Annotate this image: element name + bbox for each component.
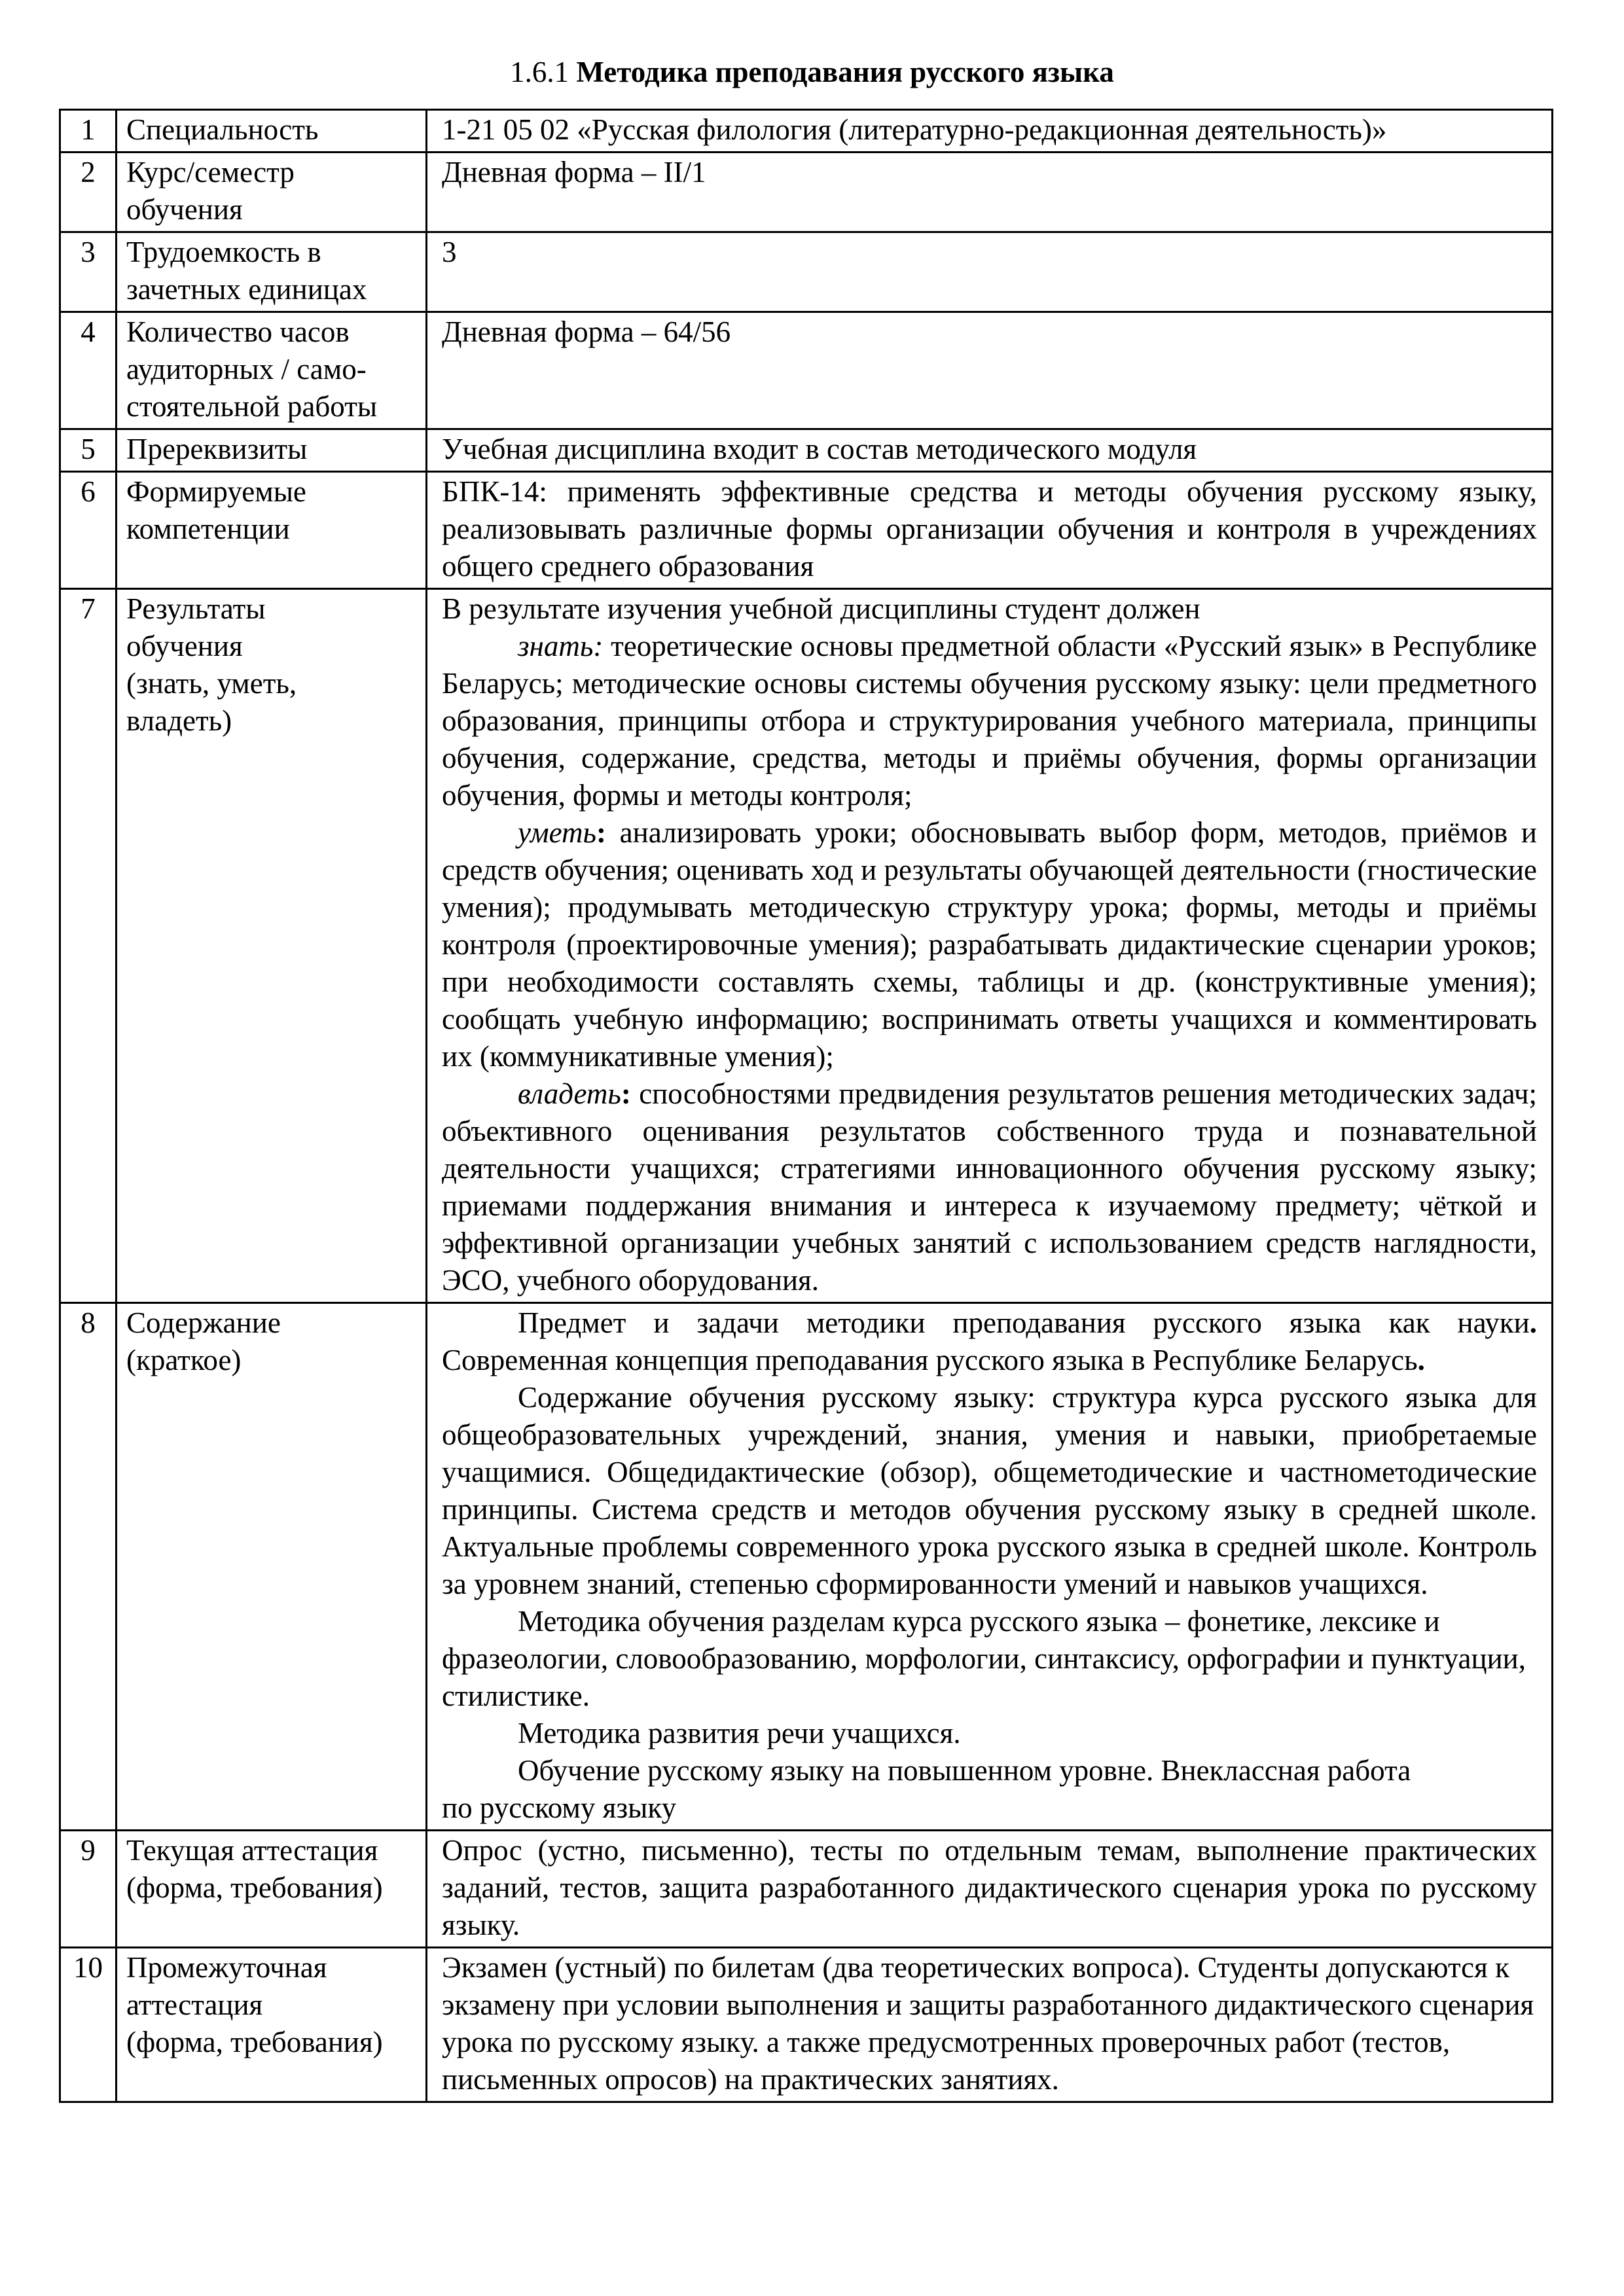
row-value: 3 <box>427 232 1553 312</box>
label-line: (краткое) <box>126 1344 242 1376</box>
row-number: 10 <box>60 1948 117 2102</box>
label-line: аудиторных / само- <box>126 353 367 386</box>
know-text: теоретические основы предметной области «Русский язык» в Республике Беларусь; методические основы системы обучения русскому языку: цели предметного образования, принципы отбора и структурирования учебного материала, принципы обучения, содержание, средства, методы и приёмы обучения, формы организации обучения, формы и методы контроля; <box>442 630 1537 812</box>
results-know <box>442 628 1537 814</box>
course-info-table <box>59 109 1553 2103</box>
row-number: 8 <box>60 1303 117 1831</box>
own-colon: : <box>621 1077 631 1110</box>
label-line: Пререквизиты <box>126 433 308 465</box>
results-can <box>442 814 1537 1075</box>
row-value: Дневная форма – 64/56 <box>427 312 1553 429</box>
table-row <box>60 472 1553 589</box>
table-row <box>60 312 1553 429</box>
row-label <box>117 152 427 232</box>
row-label <box>117 472 427 589</box>
row-label <box>117 1948 427 2102</box>
page-title-number: 1.6.1 <box>510 56 569 88</box>
content-p2-text: Современная концепция преподавания русского языка в Республике Беларусь <box>442 1344 1418 1376</box>
row-label <box>117 1303 427 1831</box>
row-value: Экзамен (устный) по билетам (два теоретических вопроса). Студенты допускаются к экзамену при условии выполнения и защиты разработанного дидактического сценария урока по русскому языку. а также предусмотренных проверочных работ (тестов, письменных опросов) на практических занятиях. <box>427 1948 1553 2102</box>
table-row <box>60 429 1553 472</box>
table-row <box>60 1831 1553 1948</box>
content-p6 <box>442 1752 1537 1827</box>
content-p4: Методика обучения разделам курса русского языка – фонетике, лексике и фразеологии, словообразованию, морфологии, синтаксису, орфографии и пунктуации, стилистике. <box>442 1605 1526 1712</box>
can-text: анализировать уроки; обосновывать выбор форм, методов, приёмов и средств обучения; оценивать ход и результаты обучающей деятельности (гностические умения); продумывать методическую структуру урока; формы, методы и приёмы контроля (проектировочные умения); разрабатывать дидактические сценарии уроков; при необходимости составлять схемы, таблицы и др. (конструктивные умения); сообщать учебную информацию; воспринимать ответы учащихся и комментировать их (коммуникативные умения); <box>442 816 1537 1073</box>
label-line: компетенции <box>126 512 290 545</box>
row-label <box>117 312 427 429</box>
row-value: БПК-14: применять эффективные средства и методы обучения русскому языку, реализовывать различные формы организации обучения и контроля в учреждениях общего среднего образования <box>427 472 1553 589</box>
row-value: Опрос (устно, письменно), тесты по отдельным темам, выполнение практических заданий, тестов, защита разработанного дидактического сценария урока по русскому языку. <box>427 1831 1553 1948</box>
label-line: (форма, требования) <box>126 1871 383 1904</box>
label-line: Специальность <box>126 113 319 146</box>
own-text: способностями предвидения результатов решения методических задач; объективного оценивания результатов собственного труда и познавательной деятельности учащихся; стратегиями инновационного обучения русскому языку; приемами поддержания внимания и интереса к изучаемому предмету; чёткой и эффективной организации учебных занятий с использованием средств наглядности, ЭСО, учебного оборудования. <box>442 1077 1537 1297</box>
table-row <box>60 1948 1553 2102</box>
row-number: 2 <box>60 152 117 232</box>
table-row <box>60 1303 1553 1831</box>
label-line: Трудоемкость в <box>126 236 321 268</box>
label-line: владеть) <box>126 704 232 737</box>
content-p2-end: . <box>1417 1344 1425 1376</box>
label-line: (форма, требования) <box>126 2026 383 2058</box>
content-p1-end: . <box>1529 1306 1537 1339</box>
row-number: 3 <box>60 232 117 312</box>
table-row <box>60 589 1553 1303</box>
label-line: зачетных единицах <box>126 273 367 306</box>
row-number: 9 <box>60 1831 117 1948</box>
can-colon: : <box>596 816 606 849</box>
own-term: владеть <box>518 1077 621 1110</box>
row-number: 5 <box>60 429 117 472</box>
results-intro: В результате изучения учебной дисциплины студент должен <box>442 592 1200 625</box>
row-label <box>117 589 427 1303</box>
row-value <box>427 1303 1553 1831</box>
label-line: обучения <box>126 193 243 226</box>
row-label <box>117 110 427 152</box>
table-row <box>60 110 1553 152</box>
label-line: обучения <box>126 630 243 662</box>
label-line: стоятельной работы <box>126 390 378 423</box>
can-term: уметь <box>518 816 596 849</box>
row-label <box>117 1831 427 1948</box>
table-row <box>60 152 1553 232</box>
row-value: 1-21 05 02 «Русская филология (литературно-редакционная деятельность)» <box>427 110 1553 152</box>
results-own <box>442 1075 1537 1299</box>
label-line: Формируемые <box>126 475 306 508</box>
row-number: 1 <box>60 110 117 152</box>
label-line: Промежуточная <box>126 1951 327 1984</box>
row-number: 6 <box>60 472 117 589</box>
row-label <box>117 232 427 312</box>
content-p6-cont: по русскому языку <box>442 1791 677 1824</box>
row-value <box>427 589 1553 1303</box>
label-line: аттестация <box>126 1988 263 2021</box>
row-value: Учебная дисциплина входит в состав методического модуля <box>427 429 1553 472</box>
content-p1-text: Предмет и задачи методики преподавания русского языка как науки <box>518 1306 1530 1339</box>
label-line: Содержание <box>126 1306 281 1339</box>
row-label <box>117 429 427 472</box>
label-line: (знать, уметь, <box>126 667 297 700</box>
label-line: Текущая аттестация <box>126 1834 378 1867</box>
page-title <box>0 54 1624 90</box>
label-line: Курс/семестр <box>126 156 295 188</box>
page-title-text: Методика преподавания русского языка <box>576 56 1114 88</box>
content-p6-text: Обучение русскому языку на повышенном уровне. Внеклассная работа <box>518 1754 1411 1787</box>
content-p5: Методика развития речи учащихся. <box>518 1717 961 1749</box>
know-term: знать: <box>518 630 604 662</box>
label-line: Количество часов <box>126 315 350 348</box>
content-p3: Содержание обучения русскому языку: структура курса русского языка для общеобразовательных учреждений, знания, умения и навыки, приобретаемые учащимися. Общедидактические (обзор), общеметодические и частнометодические принципы. Система средств и методов обучения русскому языку в средней школе. Актуальные проблемы современного урока русского языка в средней школе. Контроль за уровнем знаний, степенью сформированности умений и навыков учащихся. <box>442 1381 1537 1600</box>
table-row <box>60 232 1553 312</box>
label-line: Результаты <box>126 592 266 625</box>
content-p1 <box>442 1304 1537 1379</box>
row-number: 4 <box>60 312 117 429</box>
row-value: Дневная форма – II/1 <box>427 152 1553 232</box>
row-number: 7 <box>60 589 117 1303</box>
